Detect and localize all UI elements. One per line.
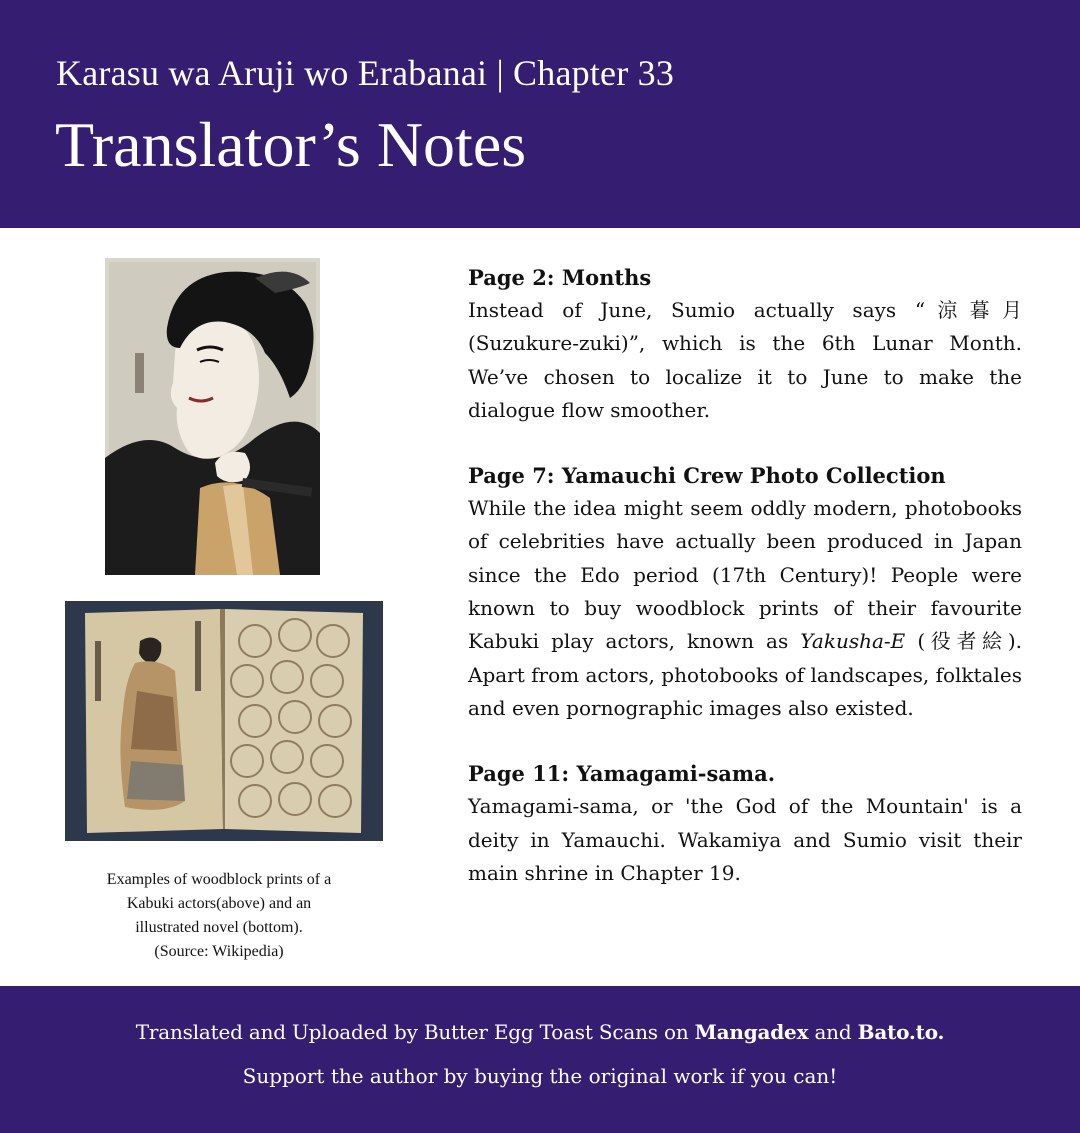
footer-site-mangadex: Mangadex	[694, 1020, 809, 1044]
note-body-text: While the idea might seem oddly modern, photobooks of celebrities have actually been produced in Japan since the Edo period (17th Century)! People were known to buy woodblock prints of their favourite Kabuki play actors, known as	[468, 496, 1022, 654]
note-months	[468, 262, 1022, 427]
note-heading: Page 2: Months	[468, 265, 652, 290]
footer-credits-text: and	[808, 1020, 858, 1044]
image-caption	[60, 868, 378, 964]
note-body-text: (役者絵). Apart from actors, photobooks of landscapes, folktales and even pornographic images also existed.	[468, 629, 1022, 720]
notes-column	[468, 262, 1022, 923]
series-subtitle: Karasu wa Aruji wo Erabanai | Chapter 33	[56, 53, 675, 93]
note-body: Yamagami-sama, or 'the God of the Mountain' is a deity in Yamauchi. Wakamiya and Sumio visit their main shrine in Chapter 19.	[468, 794, 1022, 885]
illustrated-novel-image	[65, 601, 383, 841]
note-heading: Page 11: Yamagami-sama.	[468, 761, 776, 787]
caption-line: illustrated novel (bottom).	[135, 919, 303, 936]
page-title: Translator’s Notes	[55, 109, 527, 180]
note-heading: Page 7: Yamauchi Crew Photo Collection	[468, 463, 946, 489]
header-banner	[0, 0, 1080, 228]
footer-credits	[0, 1020, 1080, 1044]
note-yamagami	[468, 758, 1022, 890]
note-body	[468, 492, 1022, 725]
kabuki-actor-print-image	[105, 258, 320, 575]
note-body-italic-term: Yakusha-E	[800, 629, 906, 654]
caption-source: (Source: Wikipedia)	[154, 943, 284, 960]
note-photo-collection	[468, 460, 1022, 725]
footer-credits-text: Translated and Uploaded by Butter Egg Toast Scans on	[135, 1020, 695, 1044]
footer-support-message: Support the author by buying the original work if you can!	[242, 1064, 838, 1088]
note-body: Instead of June, Sumio actually says “涼暮月 (Suzukure-zuki)”, which is the 6th Lunar Month. We’ve chosen to localize it to June to make the dialogue flow smoother.	[468, 298, 1022, 422]
caption-line: Examples of woodblock prints of a	[106, 871, 332, 888]
caption-line: Kabuki actors(above) and an	[126, 895, 312, 912]
footer-banner	[0, 986, 1080, 1133]
footer-site-bato: Bato.to.	[857, 1020, 945, 1044]
